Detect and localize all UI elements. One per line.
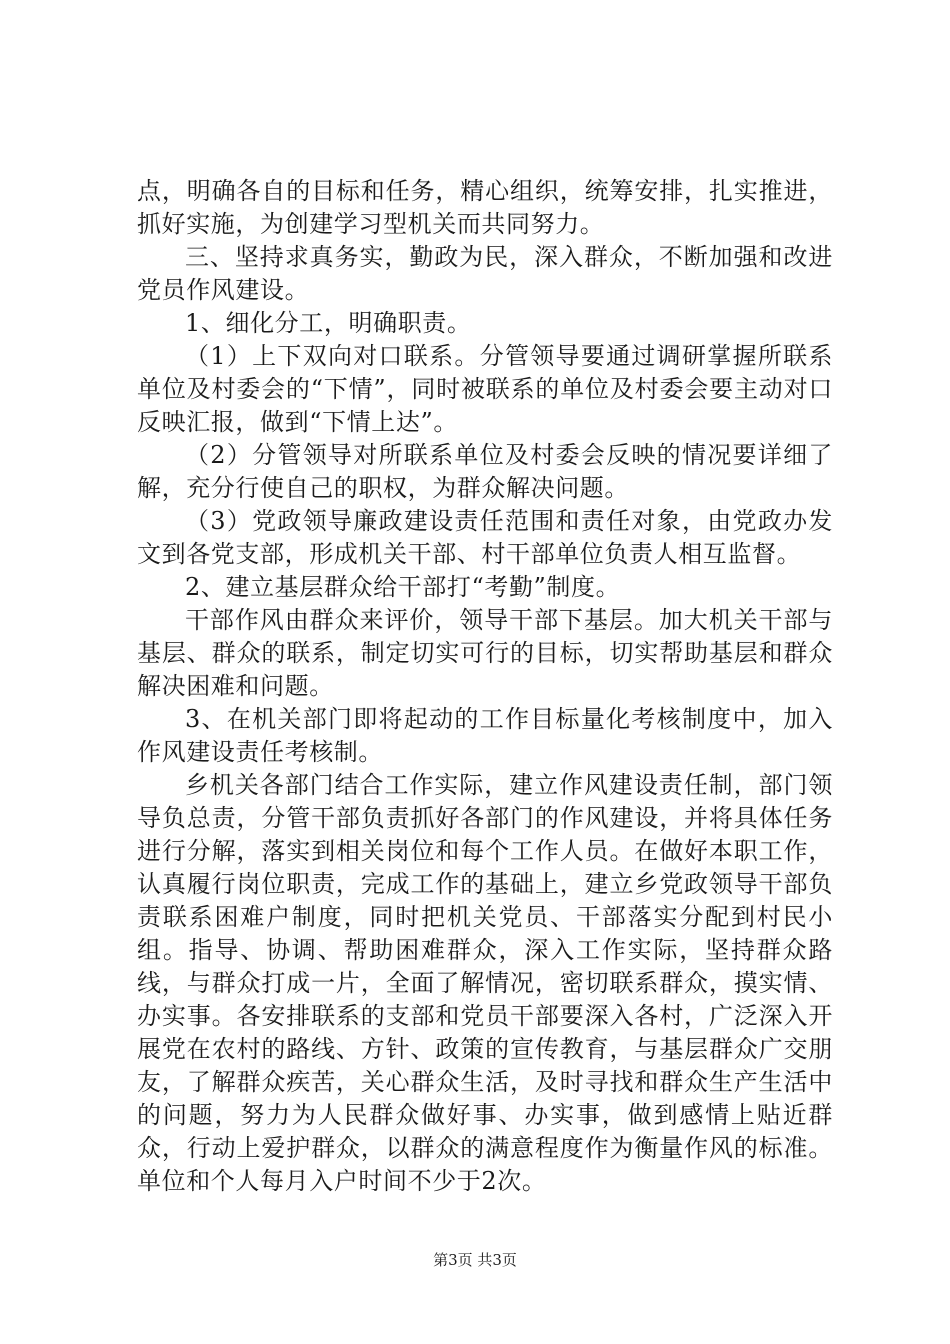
paragraph-5: （2）分管领导对所联系单位及村委会反映的情况要详细了解，充分行使自己的职权，为群众解决问题。 xyxy=(137,441,833,502)
paragraph-4: （1）上下双向对口联系。分管领导要通过调研掌握所联系单位及村委会的“下情”，同时被联系的单位及村委会要主动对口反映汇报，做到“下情上达”。 xyxy=(137,342,833,436)
paragraph-6: （3）党政领导廉政建设责任范围和责任对象，由党政办发文到各党支部，形成机关干部、村干部单位负责人相互监督。 xyxy=(137,507,833,568)
paragraph-2: 三、坚持求真务实，勤政为民，深入群众，不断加强和改进党员作风建设。 xyxy=(137,243,833,304)
paragraph-7: 2、建立基层群众给干部打“考勤”制度。 xyxy=(185,573,621,601)
paragraph-3: 1、细化分工，明确职责。 xyxy=(185,309,472,337)
paragraph-1: 点，明确各自的目标和任务，精心组织，统筹安排，扎实推进，抓好实施，为创建学习型机关而共同努力。 xyxy=(137,177,833,238)
paragraph-9: 3、在机关部门即将起动的工作目标量化考核制度中，加入作风建设责任考核制。 xyxy=(137,705,833,766)
document-body xyxy=(137,175,833,1198)
page-footer: 第3页 共3页 xyxy=(433,1251,517,1269)
paragraph-10: 乡机关各部门结合工作实际，建立作风建设责任制，部门领导负总责，分管干部负责抓好各部门的作风建设，并将具体任务进行分解，落实到相关岗位和每个工作人员。在做好本职工作，认真履行岗位职责，完成工作的基础上，建立乡党政领导干部负责联系困难户制度，同时把机关党员、干部落实分配到村民小组。指导、协调、帮助困难群众，深入工作实际，坚持群众路线，与群众打成一片，全面了解情况，密切联系群众，摸实情、办实事。各安排联系的支部和党员干部要深入各村，广泛深入开展党在农村的路线、方针、政策的宣传教育，与基层群众广交朋友，了解群众疾苦，关心群众生活，及时寻找和群众生产生活中的问题，努力为人民群众做好事、办实事，做到感情上贴近群众，行动上爱护群众，以群众的满意程度作为衡量作风的标准。单位和个人每月入户时间不少于2次。 xyxy=(137,771,833,1195)
paragraph-8: 干部作风由群众来评价，领导干部下基层。加大机关干部与基层、群众的联系，制定切实可行的目标，切实帮助基层和群众解决困难和问题。 xyxy=(137,606,833,700)
